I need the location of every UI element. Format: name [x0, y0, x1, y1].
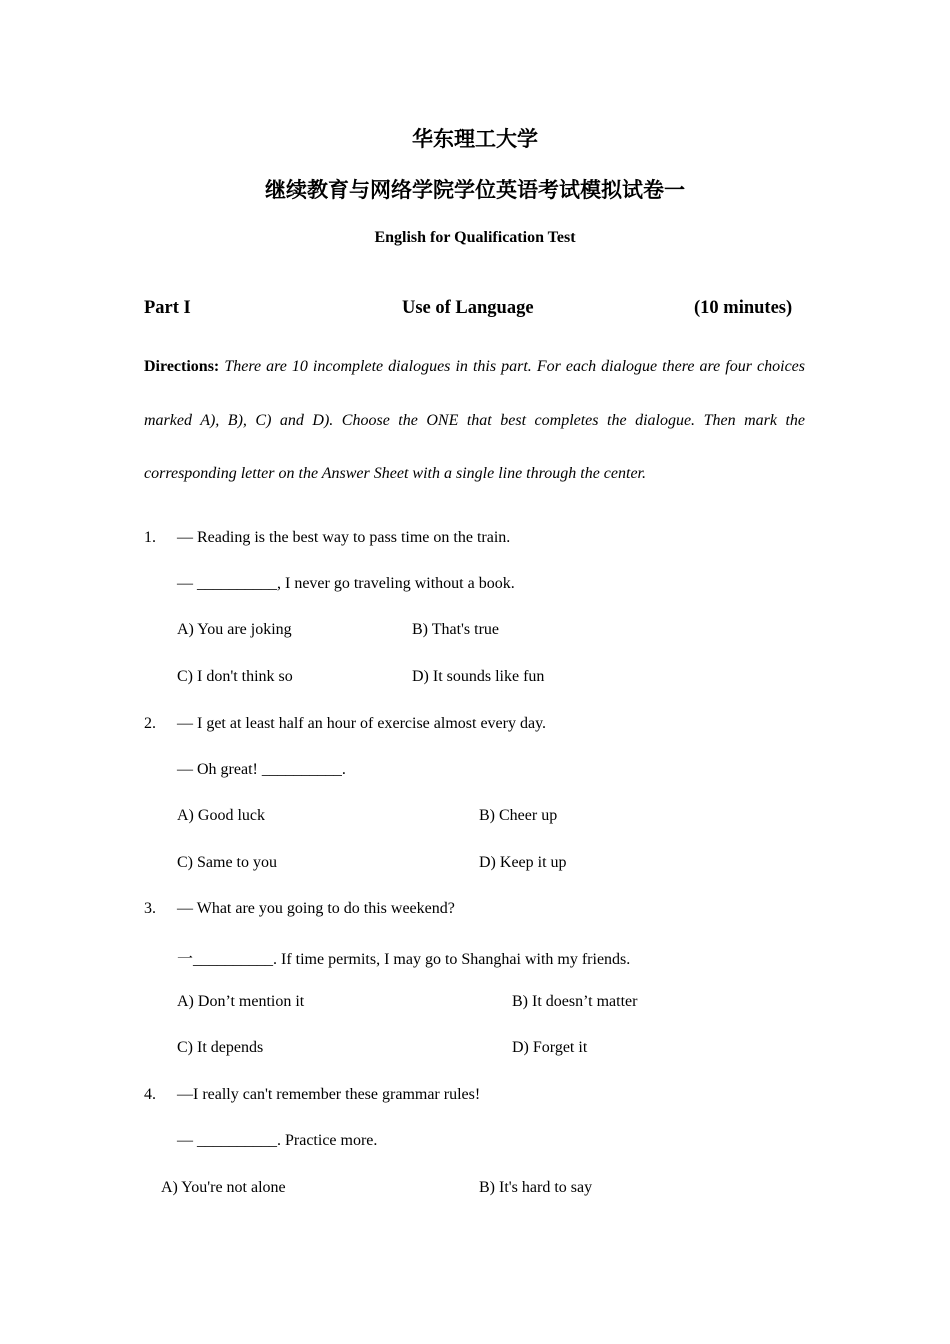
- question-prompt: — Reading is the best way to pass time on the train.: [177, 529, 511, 546]
- part-name: Use of Language: [402, 298, 534, 318]
- option-c[interactable]: C) I don't think so: [177, 668, 293, 685]
- option-d[interactable]: D) It sounds like fun: [412, 668, 545, 685]
- university-title: 华东理工大学: [412, 127, 538, 151]
- question-prompt: — What are you going to do this weekend?: [177, 900, 455, 917]
- directions-label: Directions:: [144, 358, 220, 375]
- exam-subtitle: English for Qualification Test: [374, 229, 576, 246]
- part-label: Part I: [144, 298, 191, 318]
- option-b[interactable]: B) That's true: [412, 621, 500, 638]
- exam-title: 继续教育与网络学院学位英语考试模拟试卷一: [265, 178, 685, 202]
- directions: [144, 340, 805, 501]
- option-c[interactable]: C) Same to you: [177, 854, 277, 871]
- question-response: — __________. Practice more.: [177, 1132, 378, 1149]
- option-a[interactable]: A) You're not alone: [161, 1179, 286, 1196]
- directions-text: There are 10 incomplete dialogues in this part. For each dialogue there are four choices marked A), B), C) and D). Choose the ONE that best completes the dialogue. Then mark the corresponding letter on the Answer Sheet with a single line through the center.: [144, 358, 806, 482]
- part-time: (10 minutes): [694, 298, 793, 318]
- question-response: — Oh great! __________.: [177, 761, 346, 778]
- option-a[interactable]: A) Don’t mention it: [177, 993, 305, 1010]
- question-prompt: — I get at least half an hour of exercise almost every day.: [177, 715, 547, 732]
- question-response: 一__________. If time permits, I may go to Shanghai with my friends.: [177, 951, 631, 968]
- question-number: 4.: [144, 1086, 156, 1103]
- question-response: — __________, I never go traveling without a book.: [177, 575, 515, 592]
- option-a[interactable]: A) You are joking: [177, 621, 292, 638]
- question-number: 2.: [144, 715, 156, 732]
- option-b[interactable]: B) It's hard to say: [479, 1179, 593, 1196]
- option-b[interactable]: B) It doesn’t matter: [512, 993, 638, 1010]
- question-number: 1.: [144, 529, 156, 546]
- option-d[interactable]: D) Keep it up: [479, 854, 567, 871]
- option-d[interactable]: D) Forget it: [512, 1039, 588, 1056]
- question-number: 3.: [144, 900, 156, 917]
- option-a[interactable]: A) Good luck: [177, 807, 265, 824]
- question-prompt: —I really can't remember these grammar rules!: [177, 1086, 481, 1103]
- option-c[interactable]: C) It depends: [177, 1039, 264, 1056]
- option-b[interactable]: B) Cheer up: [479, 807, 558, 824]
